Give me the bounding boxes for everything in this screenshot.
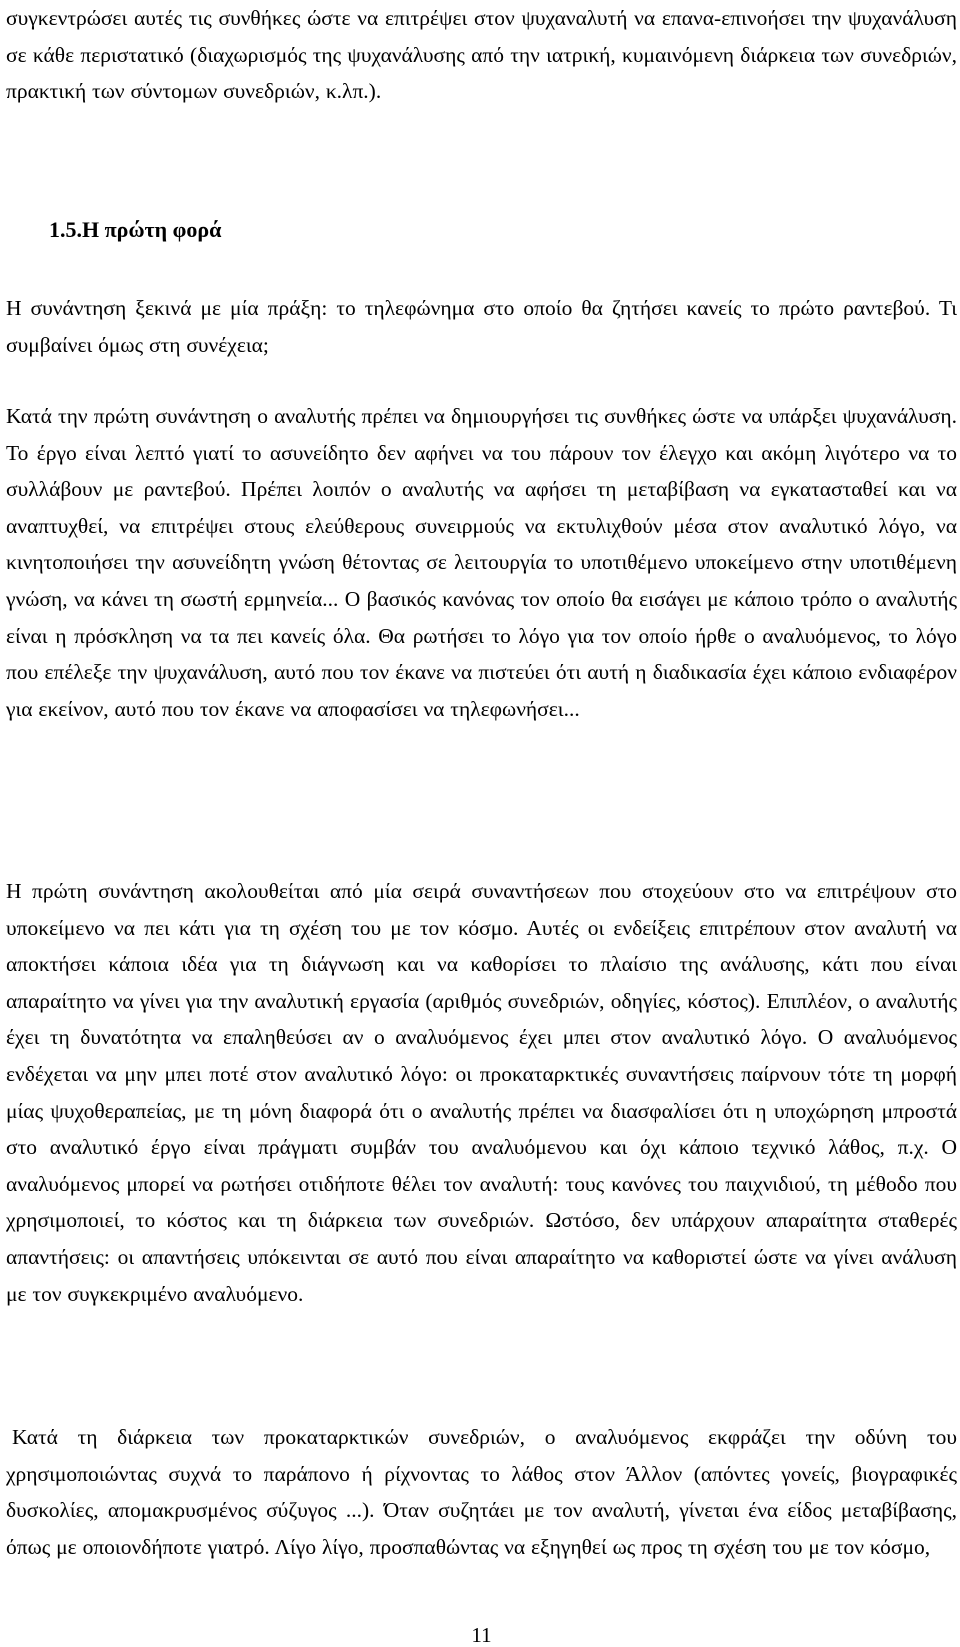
body-paragraph-3: Η πρώτη συνάντηση ακολουθείται από μία σειρά συναντήσεων που στοχεύουν στο να επιτρέψουν στο υποκείμενο να πει κάτι για τη σχέση του με τον κόσμο. Αυτές οι ενδείξεις επιτρέπουν στον αναλυτή να αποκτήσει κάποια ιδέα για τη διάγνωση και να καθορίσει το πλαίσιο της ανάλυσης, κάτι που είναι απαραίτητο να γίνει για την αναλυτική εργασία (αριθμός συνεδριών, οδηγίες, κόστος). Επιπλέον, ο αναλυτής έχει τη δυνατότητα να επαληθεύσει αν ο αναλυόμενος έχει μπει στον αναλυτικό λόγο. Ο αναλυόμενος ενδέχεται να μην μπει ποτέ στον αναλυτικό λόγο: οι προκαταρκτικές συναντήσεις παίρνουν τότε τη μορφή μίας ψυχοθεραπείας, με τη μόνη διαφορά ότι ο αναλυτής πρέπει να διασφαλίσει ότι η υποχώρηση μπροστά στο αναλυτικό έργο είναι πράγματι συμβάν του αναλυόμενου και όχι κάποιο τεχνικό λάθος, π.χ. Ο αναλυόμενος μπορεί να ρωτήσει οτιδήποτε θέλει τον αναλυτή: τους κανόνες του παιχνιδιού, τη μέθοδο που χρησιμοποιεί, το κόστος και τη διάρκεια των συνεδριών. Ωστόσο, δεν υπάρχουν απαραίτητα σταθερές απαντήσεις: οι απαντήσεις υπόκεινται σε αυτό που είναι απαραίτητο να καθοριστεί ώστε να γίνει ανάλυση με τον συγκεκριμένο αναλυόμενο. [6, 879, 957, 1306]
section-heading: 1.5.Η πρώτη φορά [49, 217, 222, 242]
body-paragraph-1: Η συνάντηση ξεκινά με μία πράξη: το τηλεφώνημα στο οποίο θα ζητήσει κανείς το πρώτο ραντεβού. Τι συμβαίνει όμως στη συνέχεια; [6, 296, 957, 357]
body-paragraph-2: Κατά την πρώτη συνάντηση ο αναλυτής πρέπει να δημιουργήσει τις συνθήκες ώστε να υπάρξει ψυχανάλυση. Το έργο είναι λεπτό γιατί το ασυνείδητο δεν αφήνει να του πάρουν τον έλεγχο και ακόμη λιγότερο να το συλλάβουν με ραντεβού. Πρέπει λοιπόν ο αναλυτής να αφήσει τη μεταβίβαση να εγκατασταθεί και να αναπτυχθεί, να επιτρέψει στους ελεύθερους συνειρμούς να εκτυλιχθούν μέσα στον αναλυτικό λόγο, να κινητοποιήσει την ασυνείδητη γνώση θέτοντας σε λειτουργία το υποτιθέμενο υποκείμενο στην υποτιθέμενη γνώση, να κάνει τη σωστή ερμηνεία... Ο βασικός κανόνας τον οποίο θα εισάγει με κάποιο τρόπο ο αναλυτής είναι η πρόσκληση να τα πει κανείς όλα. Θα ρωτήσει το λόγο για τον οποίο ήρθε ο αναλυόμενος, το λόγο που επέλεξε την ψυχανάλυση, αυτό που τον έκανε να πιστεύει ότι αυτή η διαδικασία έχει κάποιο ενδιαφέρον για εκείνον, αυτό που τον έκανε να αποφασίσει να τηλεφωνήσει... [6, 404, 957, 721]
document-page [6, 0, 957, 1647]
body-paragraph-4: Κατά τη διάρκεια των προκαταρκτικών συνεδριών, ο αναλυόμενος εκφράζει την οδύνη του χρησιμοποιώντας συχνά το παράπονο ή ρίχνοντας το λάθος στον Άλλον (απόντες γονείς, βιογραφικές δυσκολίες, απομακρυσμένος σύζυγος ...). Όταν συζητάει με τον αναλυτή, γίνεται ένα είδος μεταβίβασης, όπως με οποιονδήποτε γιατρό. Λίγο λίγο, προσπαθώντας να εξηγηθεί ως προς τη σχέση του με τον κόσμο, [6, 1425, 957, 1559]
intro-paragraph: συγκεντρώσει αυτές τις συνθήκες ώστε να επιτρέψει στον ψυχαναλυτή να επανα-επινοήσει την ψυχανάλυση σε κάθε περιστατικό (διαχωρισμός της ψυχανάλυσης από την ιατρική, κυμαινόμενη διάρκεια των συνεδριών, πρακτική των σύντομων συνεδριών, κ.λπ.). [6, 6, 957, 104]
page-number: 11 [471, 1623, 492, 1647]
